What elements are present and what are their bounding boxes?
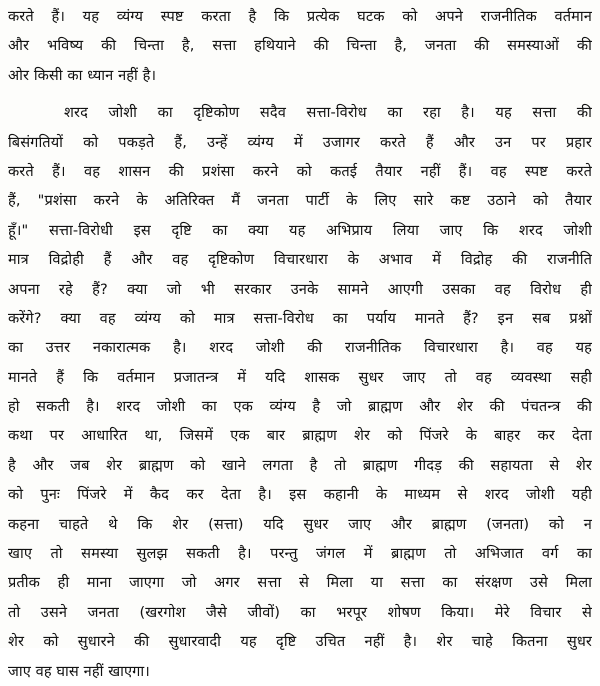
paragraph-2 [8, 98, 592, 686]
text-line: हूँ।" सत्ता-विरोधी इस दृष्टि का क्या यह अभिप्राय लिया जाए कि शरद जोशी [8, 221, 592, 239]
text-line: ओर किसी का ध्यान नहीं है। [8, 66, 157, 84]
text-line: शेर को सुधारने की सुधारवादी यह दृष्टि उचित नहीं है। शेर चाहे कितना सुधर [8, 633, 592, 651]
text-line: करते हैं। वह शासन की प्रशंसा करने को कतई तैयार नहीं हैं। वह स्पष्ट करते [8, 162, 592, 180]
text-line: हैं, "प्रशंसा करने के अतिरिक्त मैं जनता पार्टी के लिए सारे कष्ट उठाने को तैयार [8, 192, 592, 210]
text-line: प्रतीक ही माना जाएगा जो अगर सत्ता से मिला या सत्ता का संरक्षण उसे मिला [8, 574, 592, 592]
text-line: कहना चाहते थे कि शेर (सत्ता) यदि सुधर जाए और ब्राह्मण (जनता) को न [8, 515, 592, 533]
text-line: को पुनः पिंजरे में कैद कर देता है। इस कहानी के माध्यम से शरद जोशी यही [8, 486, 592, 504]
text-line: करेंगे? क्या वह व्यंग्य को मात्र सत्ता-विरोध का पर्याय मानते हैं? इन सब प्रश्नों [8, 309, 592, 327]
text-line: मानते हैं कि वर्तमान प्रजातन्त्र में यदि शासक सुधर जाए तो वह व्यवस्था सही [8, 368, 592, 386]
paragraph-1 [8, 2, 592, 90]
text-line: हो सकती है। शरद जोशी का एक व्यंग्य है जो ब्राह्मण और शेर की पंचतन्त्र की [8, 398, 592, 416]
text-line: और भविष्य की चिन्ता है, सत्ता हथियाने की चिन्ता है, जनता की समस्याओं की [8, 37, 592, 55]
text-line: करते हैं। यह व्यंग्य स्पष्ट करता है कि प्रत्येक घटक को अपने राजनीतिक वर्तमान [8, 8, 592, 25]
body-text [8, 2, 592, 686]
text-line: कथा पर आधारित था, जिसमें एक बार ब्राह्मण शेर को पिंजरे के बाहर कर देता [8, 427, 592, 445]
text-line: अपना रहे हैं? क्या जो भी सरकार उनके सामने आएगी उसका वह विरोध ही [8, 280, 592, 298]
text-line: तो उसने जनता (खरगोश जैसे जीवों) का भरपूर शोषण किया। मेरे विचार से [8, 603, 592, 621]
paragraph-spacer [8, 90, 592, 98]
text-line: खाए तो समस्या सुलझ सकती है। परन्तु जंगल में ब्राह्मण तो अभिजात वर्ग का [8, 545, 592, 563]
text-line: का उत्तर नकारात्मक है। शरद जोशी की राजनीतिक विचारधारा है। वह यह [8, 339, 592, 357]
text-line: है और जब शेर ब्राह्मण को खाने लगता है तो ब्राह्मण गीदड़ की सहायता से शेर [8, 456, 592, 474]
text-line: जाए वह घास नहीं खाएगा। [8, 662, 150, 680]
text-line: बिसंगतियों को पकड़ते हैं, उन्हें व्यंग्य में उजागर करते हैं और उन पर प्रहार [8, 133, 592, 151]
text-line: मात्र विद्रोही हैं और वह दृष्टिकोण विचारधारा के अभाव में विद्रोह की राजनीति [8, 251, 592, 269]
text-line: शरद जोशी का दृष्टिकोण सदैव सत्ता-विरोध का रहा है। यह सत्ता की [64, 104, 592, 122]
